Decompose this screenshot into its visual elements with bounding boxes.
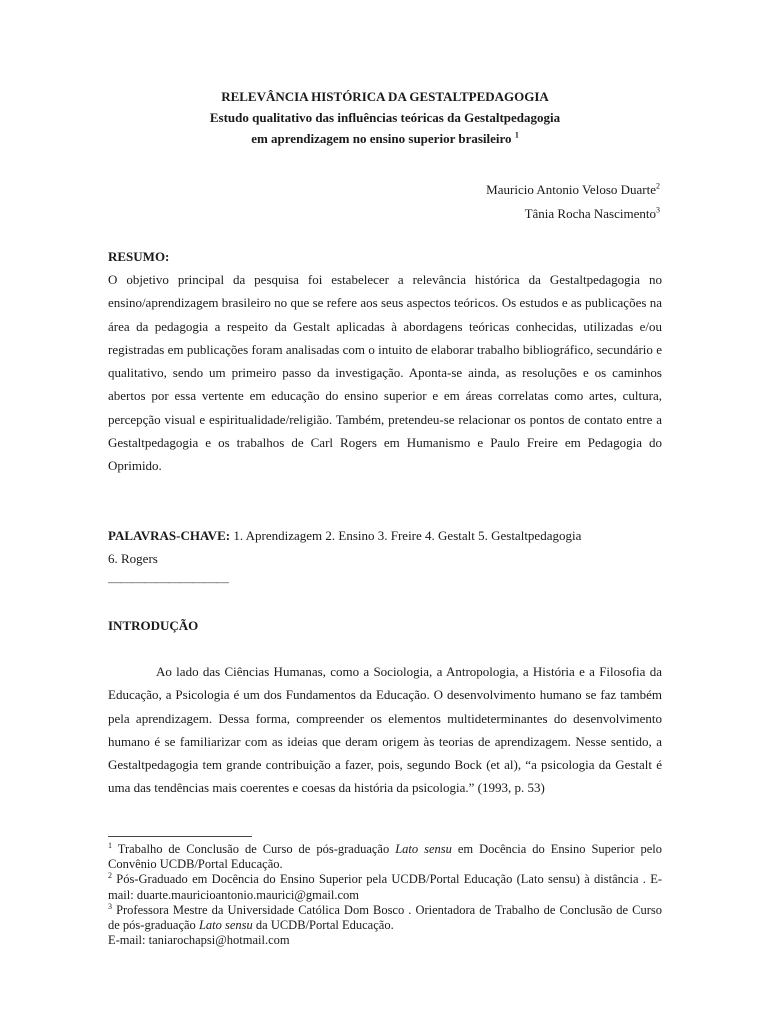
subtitle-line-2: em aprendizagem no ensino superior brasileiro $^1$ (251, 130, 519, 146)
footnote-1: $^1$ Trabalho de Conclusão de Curso de pós-graduação Lato sensu em Docência do Ensino Superior pelo Convênio UCDB/Portal Educação. (108, 840, 663, 872)
subtitle-line-1: Estudo qualitativo das influências teóricas da Gestaltpedagogia (209, 110, 561, 125)
title-block (108, 86, 662, 149)
footnotes (108, 842, 662, 948)
introduction-text: Ao lado das Ciências Humanas, como a Sociologia, a Antropologia, a História e a Filosofia da Educação, a Psicologia é um dos Fundamentos da Educação. O desenvolvimento humano se faz também pela aprendizagem. Dessa forma, compreender os elementos multideterminantes do desenvolvimento humano é se familiarizar com as ideias que deram origem às teorias de aprendizagem. Nesse sentido, a Gestaltpedagogia tem grande contribuição a fazer, pois, segundo Bock (et al), “a psicologia da Gestalt é uma das tendências mais coerentes e coesas da história da psicologia.” (1993, p. 53) (108, 664, 662, 796)
abstract-heading: RESUMO: (108, 249, 170, 264)
abstract-text: O objetivo principal da pesquisa foi estabelecer a relevância histórica da Gestaltpedagogia no ensino/aprendizagem brasileiro no que se refere aos seus aspectos teóricos. Os estudos e as publicações na área da pedagogia a respeito da Gestalt aplicadas à abordagens teóricas conhecidas, utilizadas e/ou registradas em publicações foram analisadas com o intuito de elaborar trabalho bibliográfico, secundário e qualitativo, sendo um primeiro passo da investigação. Aponta-se ainda, as resoluções e os caminhos abertos por essa vertente em educação do ensino superior e em áreas correlatas como artes, cultura, percepção visual e espiritualidade/religião. Também, pretendeu-se relacionar os pontos de contato entre a Gestaltpedagogia e os trabalhos de Carl Rogers em Humanismo e Paulo Freire em Pedagogia do Oprimido. (108, 272, 662, 474)
footnote-3: $^3$ Professora Mestre da Universidade Católica Dom Bosco . Orientadora de Trabalho de Conclusão de Curso de pós-graduação Lato sensu da UCDB/Portal Educação. (108, 901, 662, 933)
author-2: Tânia Rocha Nascimento$^3$ (524, 205, 660, 221)
main-title: RELEVÂNCIA HISTÓRICA DA GESTALTPEDAGOGIA (221, 89, 549, 104)
keywords-list-cont: 6. Rogers (108, 551, 158, 566)
footnote-divider (108, 836, 252, 837)
keywords-label: PALAVRAS-CHAVE: (108, 528, 231, 543)
footnote-2: $^2$ Pós-Graduado em Docência do Ensino Superior pela UCDB/Portal Educação (Lato sensu) à distância . E-mail: duarte.mauricioantonio.maurici@gmail.com (108, 871, 662, 902)
footnote-ref-1: 1 (514, 130, 519, 140)
keywords-separator: —————————— (108, 574, 228, 589)
author-1: Mauricio Antonio Veloso Duarte$^2$ (486, 181, 660, 197)
keywords (108, 524, 662, 593)
keywords-list: 1. Aprendizagem 2. Ensino 3. Freire 4. Gestalt 5. Gestaltpedagogia (233, 528, 582, 543)
footnote-3-email: E-mail: taniarochapsi@hotmail.com (108, 933, 290, 948)
introduction-heading: INTRODUÇÃO (108, 618, 199, 633)
authors (486, 178, 660, 226)
